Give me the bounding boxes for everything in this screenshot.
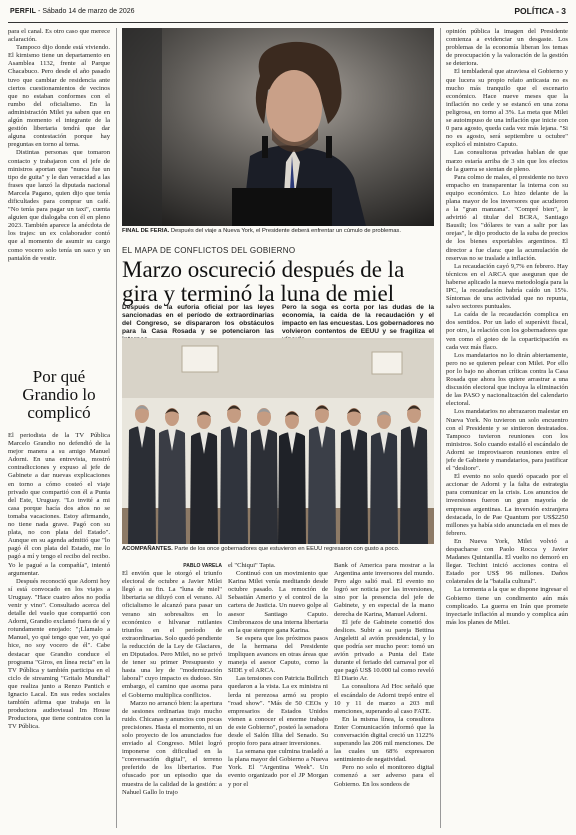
right-column-paragraph: Para colmo de males, el presidente no tuvo empacho en transparentar la interna con su equipo económico. Lo hizo delante de la plana mayor de los inversores que acudieron a la "gran manzana". "Compré bien", le advirtió al titular del BCRA, Santiago Bausili; los "dólares te van a salir por las orejas", le dijo producto de la suba de precios de los bienes exportables argentinos. El director a fue clara: que la acumulación de reservas no se traslade a inflación. [446,173,568,262]
article-byline: PABLO VARELA [183,563,222,569]
right-column-paragraph: En Nueva York, Milei volvió a despacharse con Paolo Rocca y Javier Madanes Quintanilla. El vuelto no demoró en llegar. Techint inició acciones contra el Estado por US$ 96 millones. Daños colaterales de la "batalla cultural". [446,537,568,586]
body-paragraph: En la misma línea, la consultora Enter Comunicación informó que la conversación digital creció un 1122% superando las 206 mil menciones. De las cuales un 68% expresaron sentimiento de negatividad. [334,715,434,764]
caption-lead: ACOMPAÑANTES. [122,546,173,552]
article-headline: Marzo oscureció después de la gira y terminó la luna de miel [122,257,405,306]
governors-photo-image [122,338,434,544]
body-paragraph: El envión que le otorgó el triunfo electoral de octubre a Javier Milei llegó a su fin. La "luna de miel" libertaria se diluyó con el verano. Al oficialismo le alcanzó para pasar un verano sin sobresaltos en lo económico e hilvanar rutilantes triunfos en el período de extraordinarias. Solo quedó pendiente la reducción de la Ley de Glaciares, en Diputados. Pero Milei, no se privó de tener su primer Presupuesto y hasta una ley de "modernización laboral" cuyo impacto es dudoso. Sin embargo, el camino que asoma para el Gobierno multiplica conflictos. [122,570,222,699]
caption-text: Después del viaje a Nueva York, el Presidente deberá enfrentar un cúmulo de problemas. [169,228,401,234]
page-header [0,0,576,26]
body-paragraph: Se espera que los próximos pasos de la hermana del Presidente impliquen avances en otras áreas que maneja el asesor Caputo, como la SIDE y el ARCA. [228,634,328,675]
body-paragraph: La semana que culmina trasladó a la plana mayor del Gobierno a Nueva York. El "Argentina Week". Un evento organizado por el JP Morgan y por el [228,748,328,788]
issue-date: - Sábado 14 de marzo de 2026 [36,8,135,15]
main-photo [122,28,434,226]
deck-right: Pero la soga es corta por las dudas de la economía, la caída de la recaudación y el impacto en las encuestas. Los gobernadores no volvieron contentos de EEUU y se fragiliza el [282,304,434,336]
caption-lead: FINAL DE FERIA. [122,228,170,234]
body-paragraph: Las tensiones con Patricia Bullrich quedaron a la vista. La ex ministra ni lerda ni perezosa armó su propio "road show". "Más de 50 CEOs y empresarios de Estados Unidos vienen a conocer el enorme trabajo de este Gobierno", posteó la senadora desde el Salón Illia del Senado. Su propio foro para atraer inversiones. [228,675,328,748]
right-column-paragraph: La tormenta a la que se dispone ingresar el Gobierno tiene un condimento aún más complicado. La guerra en Irán que promete inyectarle inflación al mundo y complica aún más los planes de Milei. [446,586,568,626]
sidebar-text [8,432,110,824]
body-paragraph: Bank of America para mostrar a la Argentina ante inversores del mundo. Pero algo salió mal. El evento no logró ser noticia por las inversiones, sino por la presencia del jefe de Gabinete, y en especial de la mano derecha de Karina, Manuel Adorni. [334,562,434,618]
right-column-paragraph: Los mandatarios no lo dirán abiertamente, pero no se quieren pelear con Milei. Por ello por lo bajo no ahorran críticas contra la Casa Rosada que ahora los quiere arrastrar a una discusión electoral que incluya la eliminación de las PASO y nacionalización del calendario electoral. [446,351,568,408]
governors-photo-caption [122,546,434,553]
sidebar-paragraph: El periodista de la TV Pública Marcelo Grandio no defendió de la mejor manera a su amigo Manuel Adorni. En una entrevista, mostró contradicciones y expuso al jefe de Gabinete a dar nuevas explicaciones en torno a cómo costeó el viaje privado que compartió con él a Punta del Este, Uruguay. "Lo invité a mi casa porque hacía dos años no se tomaba vacaciones. Estoy afirmando, no tiene nada grave. Pagó con su plata, no con plata del Estado". Aunque en su agenda admitió que "lo pagó él con plata del Estado, me lo pagó a mí y tengo el recibo del recibo. Yo le pagué a la compañía", intentó argumentar. [8,432,110,577]
body-paragraph: Pero no solo el monitoreo digital comenzó a ser adverso para el Gobierno. En los sondeos de [334,764,434,788]
body-column-1-text [122,570,222,797]
right-column-paragraph: El evento no solo quedó opacado por el accionar de Adorni y la falta de estrategia para comunicar en la crisis. Los anuncios de inversiones fueron un gran mayoría de empresas argentinas. La inversión extranjera destacada, lo de Pae Quantum por US$2250 millones ya había sido anunciada en el mes de febrero. [446,473,568,537]
main-photo-caption [122,228,434,235]
column-divider [440,28,441,828]
body-paragraph: el "Chiqui" Tapia. [228,562,276,569]
left-column-text [8,28,110,354]
left-column-paragraph: Distintas personas que tomaron contacto y trabajaron con el jefe de ministros aportan que "nunca fue un tipo de guita" y le dan veracidad a las frases que lanzó la diputada nacional Marcela Pagano, quien dijo que tenía dificultades para comprar un café. "No tenía para pagar un taxi", cuenta alguien que dialogaba con él en pleno 2023. También aparece la anécdota de los trajes: un ex colaborador contó que al momento de asumir su cargo como vocero solo tenía un saco y un pantalón de vestir. [8,149,110,262]
body-paragraph: Marzo no arrancó bien: la apertura de sesiones ordinarias trajo mucho ruido. Chicanas y anuncios con pocas precisiones. Hasta el momento, ni un solo proyecto de los anunciados fue enviado al Congreso. Milei logró imponerse con dificultad en la "conversación digital", el terreno preferido de los libertarios. Fue ofuscado por un episodio que da muestra de la calidad de la gestión: a Nahuel Gallo lo trajo [122,699,222,796]
column-divider [116,28,117,828]
president-photo-image [122,28,434,226]
right-column-paragraph: Las consultoras privadas hablan de que marzo estaría arriba de 3 sin que los efectos de la guerra se sientan de pleno. [446,149,568,173]
body-paragraph: La consultora Ad Hoc señaló que el escándalo de Adorni trepó entre el 10 y 11 de marzo a 203 mil menciones, superando al caso FATE. [334,683,434,715]
right-column-paragraph: La recaudación cayó 9,7% en febrero. Hay técnicos en el ARCA que aseguran que de haberse aplicado la nueva metodología para la IPC, la recaudación habría caído un 15%. Síntomas de una actividad que no repunta, salvo sectores puntuales. [446,262,568,311]
right-column-paragraph: El tembladeral que atraviesa el Gobierno y que lucera su propio relato anticasta no es mucho más tranquilo que el escenario económico. Hace nueve meses que la inflación no cede y se estancó en una zona peligrosa, en torno al 3%. La meta que Milei se autoimpuso de una inflación que inicie con 0 para agosto, queda cada vez más lejana. "Si no es agosto, será septiembre u octubre" explicó el ministro Caputo. [446,68,568,149]
left-column-paragraph: Tampoco dijo donde está viviendo. El kirnismo tiene un departamento en Asamblea 1132, frente al Parque Chacabuco. Pero desde el año pasado tuvo que cambiar de residencia ante ciertos cuestionamientos de vecinos que no estaban conformes con el rumbo del oficialismo. En la administración Milei ya saben que en algún momento el integrante de la gestión libertaria tendrá que dar alguna contestación porque hay preguntas en torno al tema. [8,44,110,149]
right-column-paragraph: Los mandatarios no abrrazaron malestar en Nueva York. No tuvieron un solo encuentro con el Presidente y se sintieron destratados. Tampoco tuvieron reuniones con los ministros. Solo cuando estalló el escándalo de Adorni se improvisaron reuniones entre el jefe de Gabinete y mandatarios, para justificar el "desliore". [446,408,568,473]
right-column-paragraph: La caída de la recaudación complica en dos sentidos. Por un lado el superávit fiscal, por otro, la relación con los gobernadores que ven como el goteo de la coparticipación es cada vez más flaco. [446,311,568,351]
sidebar-title: Por qué Grandio lo complicó [22,367,96,422]
body-paragraph: El jefe de Gabinete cometió dos deslices. Subir a su pareja Bettina Angeletti al avión presidencial, y lo que podría ser mucho peor: tomó un avión privado a Punta del Este durante el feriado del carnaval por el que pagó US$ 10.000 tal como reveló El Diario Ar. [334,618,434,683]
header-dateline [10,8,135,15]
article-kicker: EL MAPA DE CONFLICTOS DEL GOBIERNO [122,246,296,255]
header-rule [8,22,568,23]
section-label: POLÍTICA - 3 [514,6,566,16]
article-body-column-3 [334,562,434,826]
article-body-column-2 [228,562,328,826]
caption-text: Parte de los once gobernadores que estuvieron en EEUU regresaron con gusto a poco. [172,546,400,552]
left-column-paragraph: para el canal. Es otro caso que merece aclaración. [8,28,110,44]
governors-photo [122,338,434,544]
body-paragraph: Continuó con un movimiento que Karina Milei venía meditando desde octubre pasado. La remoción de Sebastián Amerio y el control de la cartera de Justicia. Un nuevo golpe al asesor Santiago Caputo. Cimbronazos de una interna libertaria en la que siempre gana Karina. [228,570,328,634]
right-column-text [446,28,568,828]
paper-name: PERFIL [10,8,37,15]
sidebar-paragraph: Después reconoció que Adorni hoy sí está convocado en los viajes a Uruguay. "Hace cuatro años no podía venir y vino". Consultado acerca del detalle del vuelo que compartió con Adorni, Grandio exclamó fuera de sí y rotundamente enojado: "¡Llamalo a Manuel, yo qué tengo que ver, yo qué hice, no soy vocero de él". Cabe destacar que Grandio conduce el programa "Giros, en línea recta" en la TV Pública y también participa en el ciclo de streaming "Gritalo Mundial" que realiza junto a Renzo Pantich e Ignacio Lacal. En sus redes sociales también afirma que trabaja en la productora audiovisual Im House Productora, que tiene contratos con la TV Pública. [8,577,110,731]
right-column-paragraph: opinión pública la imagen del Presidente comienza a evidenciar un desgaste. Los problemas de la economía liberan los temas de preocupación y la valoración de la gestión se deteriora. [446,28,568,68]
article-body-column-1 [122,562,222,826]
deck-left: Después de la euforia oficial por las leyes sancionadas en el período de extraordinarias del Congreso, se dispararon los obstáculos para la Casa Rosada y se potenciaron las [122,304,274,336]
